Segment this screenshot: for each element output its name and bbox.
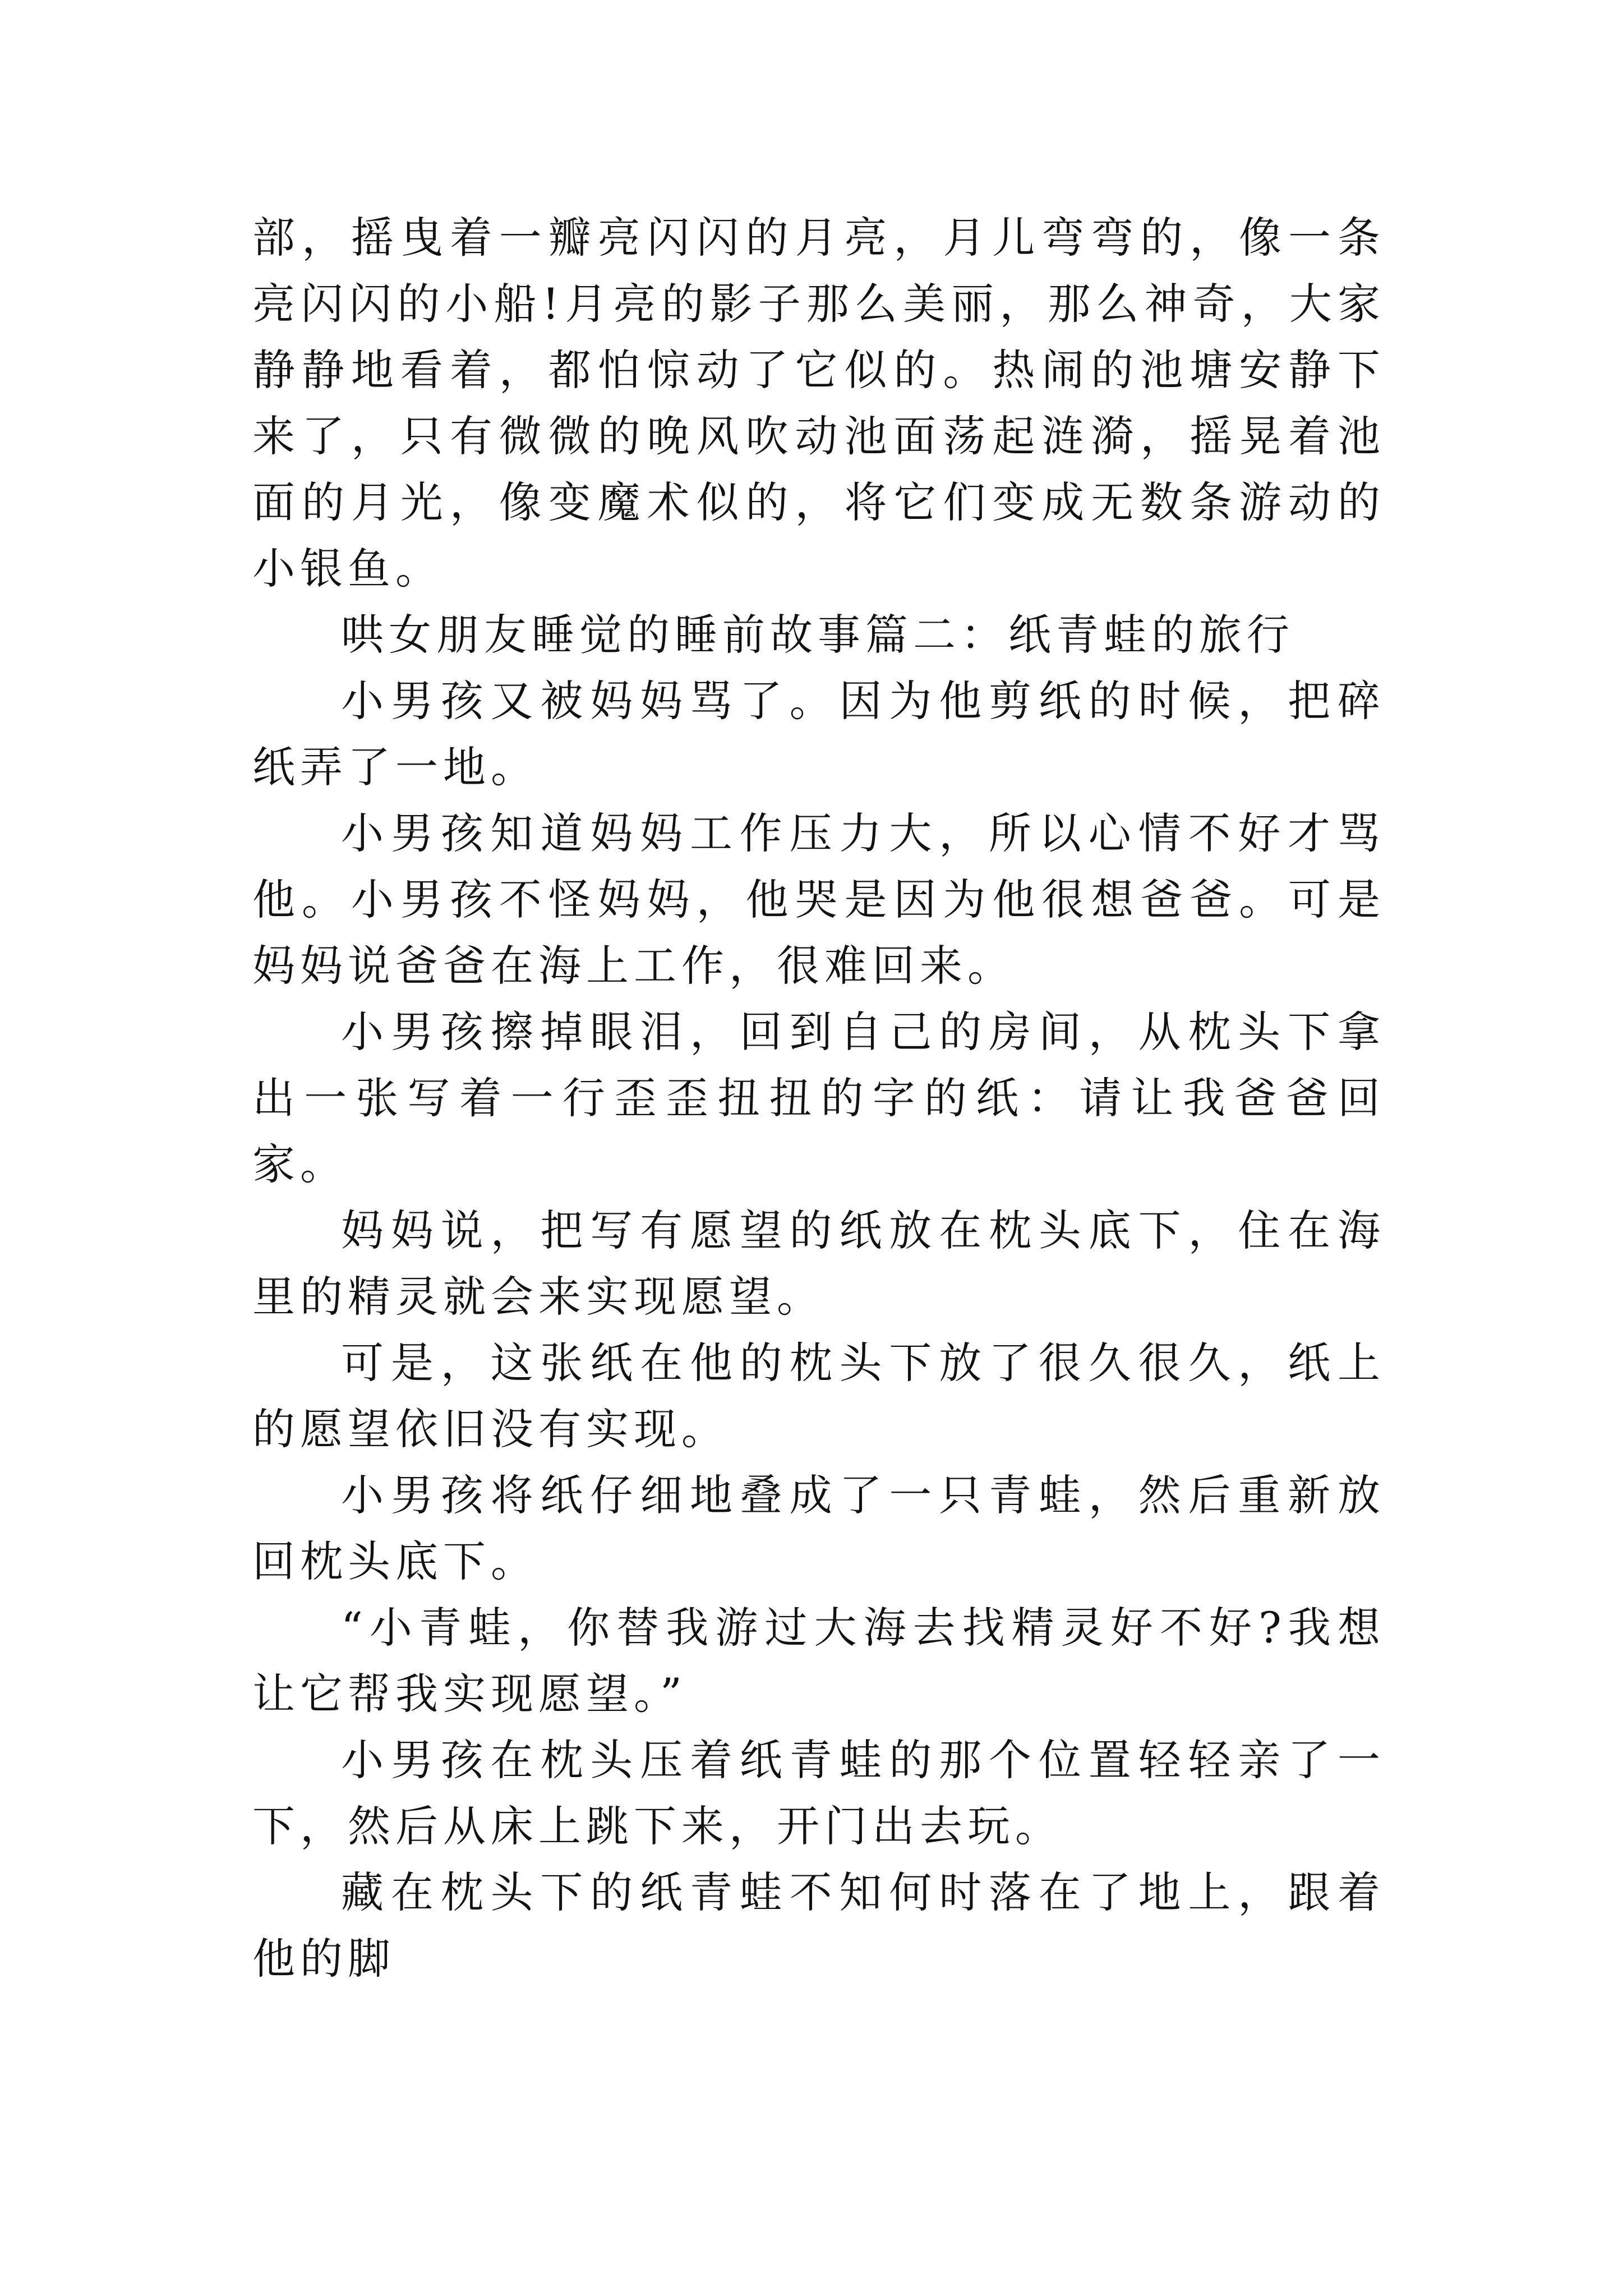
paragraph-3: 小男孩知道妈妈工作压力大，所以心情不好才骂他。小男孩不怪妈妈，他哭是因为他很想爸爸。可是妈妈说爸爸在海上工作，很难回来。 [252, 808, 1385, 991]
paragraph-4: 小男孩擦掉眼泪，回到自己的房间，从枕头下拿出一张写着一行歪歪扭扭的字的纸：请让我爸爸回家。 [252, 1007, 1385, 1189]
paragraph-10: 藏在枕头下的纸青蛙不知何时落在了地上，跟着他的脚 [252, 1867, 1385, 1984]
paragraph-7: 小男孩将纸仔细地叠成了一只青蛙，然后重新放回枕头底下。 [252, 1470, 1385, 1586]
paragraph-6: 可是，这张纸在他的枕头下放了很久很久，纸上的愿望依旧没有实现。 [252, 1338, 1385, 1454]
paragraph-8: “小青蛙，你替我游过大海去找精灵好不好?我想让它帮我实现愿望。” [252, 1603, 1385, 1719]
paragraph-1: 部，摇曳着一瓣亮闪闪的月亮，月儿弯弯的，像一条亮闪闪的小船!月亮的影子那么美丽，那么神奇，大家静静地看着，都怕惊动了它似的。热闹的池塘安静下来了，只有微微的晚风吹动池面荡起涟漪，摇晃着池面的月光，像变魔术似的，将它们变成无数条游动的小银鱼。 [252, 213, 1385, 593]
section-heading: 哄女朋友睡觉的睡前故事篇二：纸青蛙的旅行 [341, 610, 1294, 660]
document-page [252, 205, 1385, 1992]
paragraph-2: 小男孩又被妈妈骂了。因为他剪纸的时候，把碎纸弄了一地。 [252, 676, 1385, 792]
paragraph-5: 妈妈说，把写有愿望的纸放在枕头底下，住在海里的精灵就会来实现愿望。 [252, 1205, 1385, 1322]
paragraph-9: 小男孩在枕头压着纸青蛙的那个位置轻轻亲了一下，然后从床上跳下来，开门出去玩。 [252, 1735, 1385, 1851]
